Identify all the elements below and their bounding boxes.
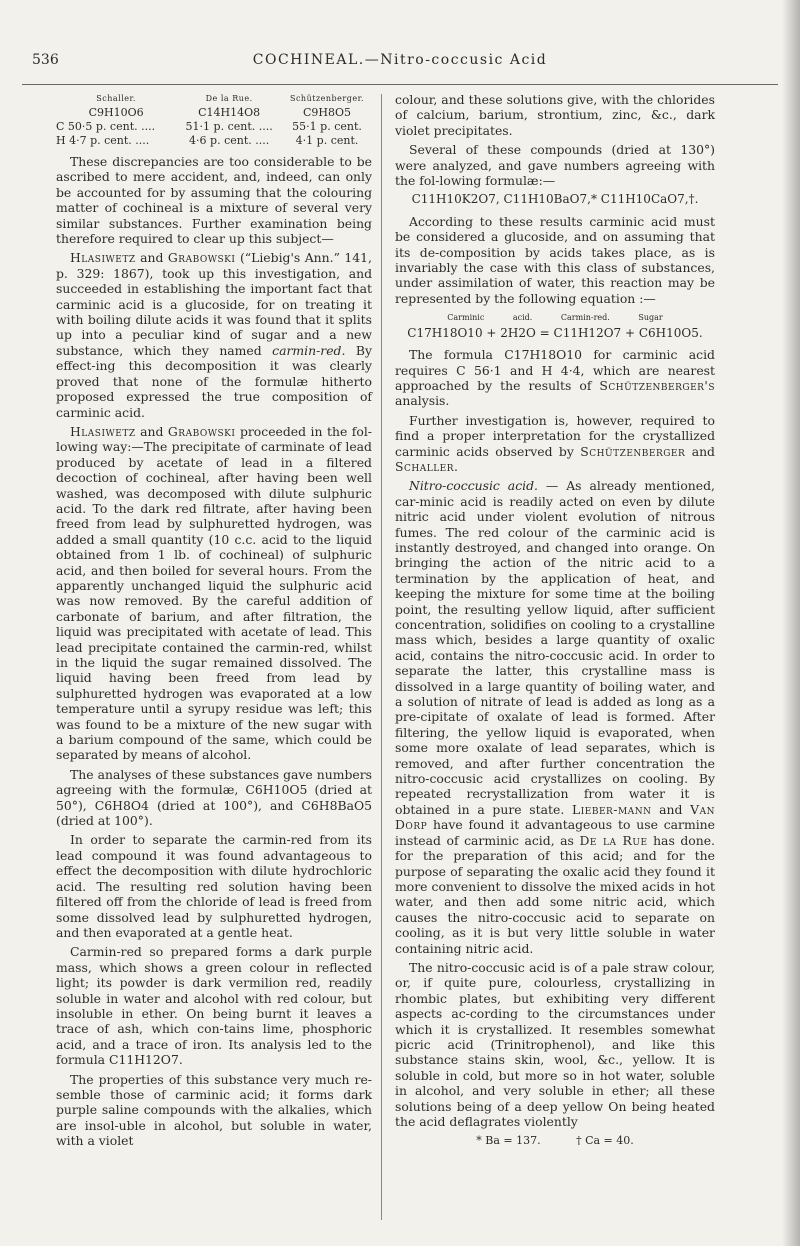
row-label: C 50·5 p. cent. .... [56,120,156,133]
paragraph: colour, and these solutions give, with the chlorides of calcium, barium, strontium, zinc, &c., dark violet precipitates. [395,92,715,138]
salt-formulas: C11H10K2O7, C11H10BaO7,* C11H10CaO7,†. [411,192,699,207]
paragraph: Hlasiwetz and Grabowski (“Liebig's Ann.” 141, p. 329: 1867), took up this investigation, and succeeded in establishing the important fact that carminic acid is a glucoside, for on treating it with boiling dilute acids it was found that it splits up into a peculiar kind of sugar and a new substance, which they named carmin-red. By effect-ing this decomposition it was clearly proved that none of the formulæ hitherto proposed expressed the true composition of carminic acid. [56,250,373,420]
section-heading: Nitro-coccusic acid. [409,478,538,494]
paragraph: The properties of this substance very much re-semble those of carminic acid; it forms dark purple saline compounds with the alkalies, which are insol-uble in alcohol, but soluble in water, with a violet [56,1071,372,1149]
author-name: Grabowski [167,423,236,439]
author-name: Van Dorp [395,801,715,833]
analysis-table [56,92,372,148]
paragraph: The formula C17H18O10 for carminic acid requires C 56·1 and H 4·4, which are nearest approached by the results of Schützenberger's analysis. [395,347,715,409]
paragraph: Hlasiwetz and Grabowski proceeded in the fol-lowing way:—The precipitate of carminate of lead produced by acetate of lead in a filtered decoction of cochineal, after having been well washed, was decomposed with dilute sulphuric acid. To the dark red filtrate, after having been freed from lead by sulphuretted hydrogen, was added a small quantity (10 c.c. acid to the liquid obtained from 1 lb. of cochineal) of sulphuric acid, and then boiled for several hours. From the apparently unchanged liquid the sulphuric acid was now removed. By the careful addition of carbonate of barium, and after filtration, the liquid was precipitated with acetate of lead. This lead precipitate contained the carmin-red, whilst in the liquid the sugar remained dissolved. The liquid having been freed from lead by sulphuretted hydrogen was evaporated at a low temperature until a syrupy residue was left; this was found to be a mixture of the new sugar with a barium compound of the same, which could be separated by means of alcohol. [56,423,372,763]
running-title: COCHINEAL.—Nitro-coccusic Acid [252,52,548,68]
author-name: De la Rue [579,832,648,848]
right-column [395,92,715,1149]
footnote: * Ba = 137. [476,1134,541,1148]
footnotes [395,1133,715,1148]
author-name: Schützenberger [580,443,686,459]
footnote: † Ca = 40. [576,1134,634,1148]
paragraph: Further investigation is, however, required to find a proper interpretation for the crystallized carminic acids observed by Schützenberger and Schaller. [395,412,715,474]
formula-cell: C9H8O5 [303,106,352,119]
paragraph: Several of these compounds (dried at 130°) were analyzed, and gave numbers agreeing with the fol-lowing formulæ:— [395,142,715,189]
formula-cell: C9H10O6 [88,106,144,119]
page-number: 536 [32,52,59,68]
italic-term: carmin-red. [272,342,346,358]
value-cell: 51·1 p. cent. .... [185,120,273,133]
table-row [56,120,372,134]
column-divider [381,94,382,1220]
header-rule [22,84,778,85]
page-header [22,52,778,70]
formula-cell: C14H14O8 [198,106,261,119]
paragraph: Carmin-red so prepared forms a dark purple mass, which shows a green colour in reflected light; its powder is dark vermilion red, readily soluble in water and alcohol with red colour, but insoluble in ether. On being burnt it leaves a trace of ash, which con-tains lime, phosphoric acid, and a trace of iron. Its analysis led to the formula C11H12O7. [56,944,372,1068]
author-name: Schützenberger's [599,377,715,393]
value-cell: 4·1 p. cent. [295,134,359,147]
author-name: Lieber-mann [571,801,652,817]
table-row [56,134,372,148]
paragraph: The nitro-coccusic acid is of a pale straw colour, or, if quite pure, colourless, crystallizing in rhombic plates, but exhibiting very different aspects ac-cording to the circumstances under which it is crystallized. It resembles somewhat picric acid (Trinitrophenol), and like this substance stains skin, wool, &c., yellow. It is soluble in cold, but more so in hot water, soluble in alcohol, and very soluble in ether; all these solutions being of a deep yellow On being heated the acid deflagrates violently [395,959,715,1129]
equation: C17H18O10 + 2H2O = C11H12O7 + C6H10O5. [407,325,703,340]
author-name: Grabowski [167,250,236,266]
col-header-de-la-rue: De la Rue. [205,94,253,103]
col-header-schaller: Schaller. [96,94,136,103]
author-name: Schaller. [395,458,459,474]
value-cell: 4·6 p. cent. .... [189,134,270,147]
col-header-schutzenberger: Schützenberger. [289,94,365,103]
author-name: Hlasiwetz [70,250,136,266]
author-name: Hlasiwetz [70,423,136,439]
paragraph: According to these results carminic acid must be considered a glucoside, and on assuming that its de-composition by acids takes place, as is invariably the case with this class of substances, under assimilation of water, this reaction may be represented by the following equation :— [395,213,715,306]
left-column [56,92,372,1153]
equation-labels: Carminic acid. Carmin-red. Sugar [447,313,663,323]
row-label: H 4·7 p. cent. .... [56,134,150,147]
page-edge-shadow [782,0,800,1246]
value-cell: 55·1 p. cent. [292,120,362,133]
paragraph: These discrepancies are too considerable to be ascribed to mere accident, and, indeed, can only be accounted for by assuming that the colouring matter of cochineal is a mixture of several very similar substances. Further examination being therefore required to clear up this subject— [56,154,372,247]
paragraph: The analyses of these substances gave numbers agreeing with the formulæ, C6H10O5 (dried at 50°), C6H8O4 (dried at 100°), and C6H8BaO5 (dried at 100°). [56,766,372,829]
reaction-equation [395,310,715,341]
paragraph: Nitro-coccusic acid. — As already mentioned, car-minic acid is readily acted on even by dilute nitric acid under violent evolution of nitrous fumes. The red colour of the carminic acid is instantly destroyed, and changed into orange. On bringing the action of the nitric acid to a termination by the application of heat, and keeping the mixture for some time at the boiling point, the resulting yellow liquid, after sufficient concentration, solidifies on cooling to a crystalline mass which, besides a large quantity of oxalic acid, contains the nitro-coccusic acid. In order to separate the latter, this crystalline mass is dissolved in a large quantity of boiling water, and a solution of nitrate of lead is added as long as a pre-cipitate of oxalate of lead is formed. After filtering, the yellow liquid is evaporated, when some more oxalate of lead separates, which is removed, and after further concentration the nitro-coccusic acid crystallizes on cooling. By repeated recrystallization from water it is obtained in a pure state. Lieber-mann and Van Dorp have found it advantageous to use carmine instead of carminic acid, as De la Rue has done. for the preparation of this acid; and for the purpose of separating the oxalic acid they found it more convenient to dissolve the mixed acids in hot water, and then add some nitric acid, which causes the nitro-coccusic acid to separate on cooling, as it is but very little soluble in water containing nitric acid. [395,478,715,956]
paragraph: In order to separate the carmin-red from its lead compound it was found advantageous to effect the decomposition with dilute hydrochloric acid. The resulting red solution having been filtered off from the chloride of lead is freed from some dissolved lead by sulphuretted hydrogen, and then evaporated at a gentle heat. [56,832,372,940]
